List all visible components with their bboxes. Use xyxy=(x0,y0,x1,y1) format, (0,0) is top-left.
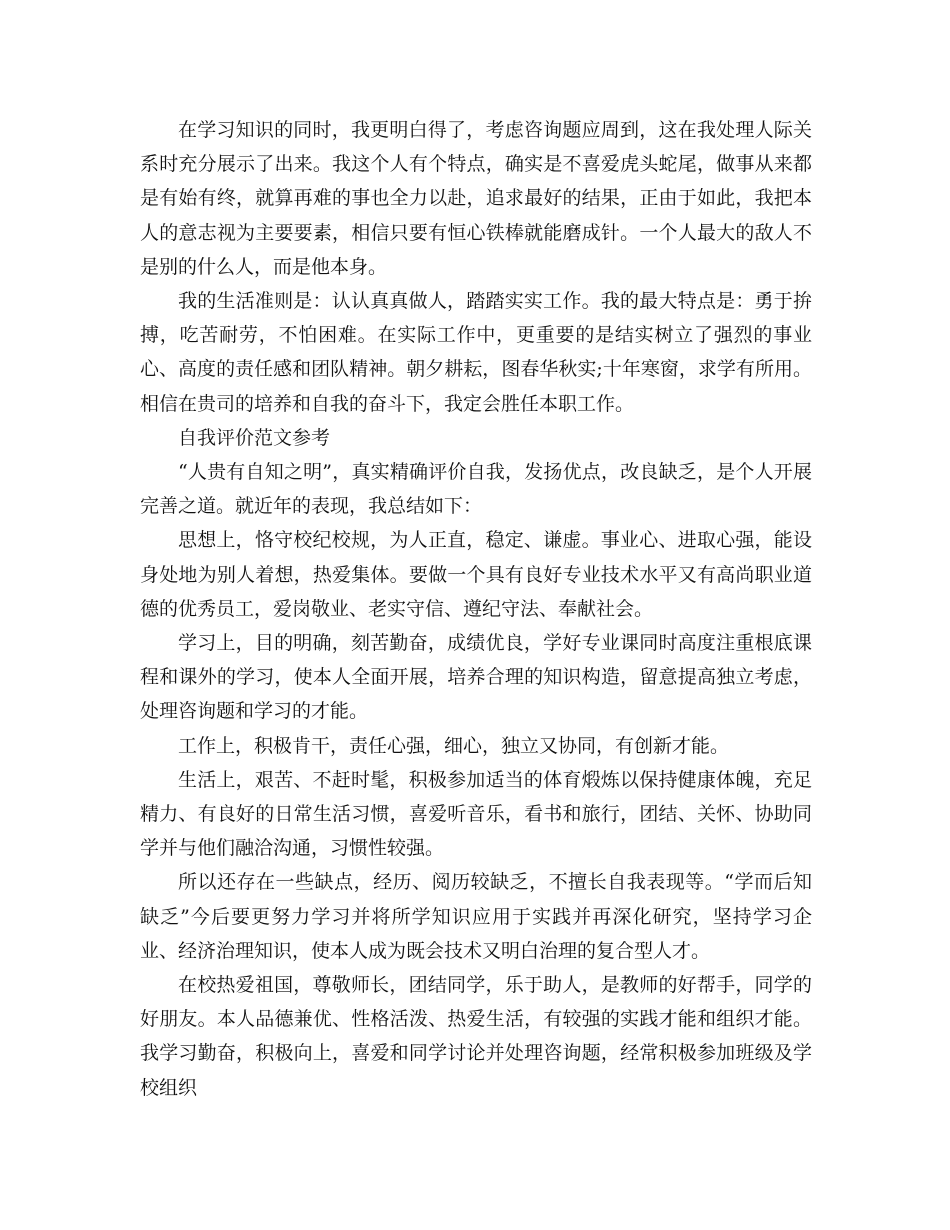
paragraph-life: 生活上，艰苦、不赶时髦，积极参加适当的体育煅炼以保持健康体魄，充足精力、有良好的日常生活习惯，喜爱听音乐，看书和旅行，团结、关怀、协助同学并与他们融洽沟通，习惯性较强。 xyxy=(140,768,812,860)
paragraph-interpersonal: 在学习知识的同时，我更明白得了，考虑咨询题应周到，这在我处理人际关系时充分展示了出来。我这个人有个特点，确实是不喜爱虎头蛇尾，做事从来都是有始有终，就算再难的事也全力以赴，追求最好的结果，正由于如此，我把本人的意志视为主要要素，相信只要有恒心铁棒就能磨成针。一个人最大的敌人不是别的什么人，而是他本身。 xyxy=(140,119,812,278)
paragraph-study: 学习上，目的明确，刻苦勤奋，成绩优良，学好专业课同时高度注重根底课程和课外的学习，使本人全面开展，培养合理的知识构造，留意提高独立考虑，处理咨询题和学习的才能。 xyxy=(140,632,812,723)
paragraph-life-principles: 我的生活准则是：认认真真做人，踏踏实实工作。我的最大特点是：勇于拚搏，吃苦耐劳，不怕困难。在实际工作中，更重要的是结实树立了强烈的事业心、高度的责任感和团队精神。朝夕耕耘，图春华秋实;十年寒窗，求学有所用。相信在贵司的培养和自我的奋斗下，我定会胜任本职工作。 xyxy=(140,290,812,415)
section-heading-self-evaluation: 自我评价范文参考 xyxy=(178,426,331,449)
paragraph-shortcomings: 所以还存在一些缺点，经历、阅历较缺乏，不擅长自我表现等。“学而后知缺乏”今后要更努力学习并将所学知识应用于实践并再深化研究，坚持学习企业、经济治理知识，使本人成为既会技术又明白治理的复合型人才。 xyxy=(140,871,812,962)
document-body xyxy=(140,113,812,1105)
paragraph-school: 在校热爱祖国，尊敬师长，团结同学，乐于助人，是教师的好帮手，同学的好朋友。本人品德兼优、性格活泼、热爱生活，有较强的实践才能和组织才能。我学习勤奋，积极向上，喜爱和同学讨论并处理咨询题，经常积极参加班级及学校组织 xyxy=(140,974,812,1099)
paragraph-self-knowledge: “人贵有自知之明”，真实精确评价自我，发扬优点，改良缺乏，是个人开展完善之道。就近年的表现，我总结如下： xyxy=(140,461,812,518)
paragraph-ideology: 思想上，恪守校纪校规，为人正直，稳定、谦虚。事业心、进取心强，能设身处地为别人着想，热爱集体。要做一个具有良好专业技术水平又有高尚职业道德的优秀员工，爱岗敬业、老实守信、遵纪守法、奉献社会。 xyxy=(140,529,812,620)
paragraph-work: 工作上，积极肯干，责任心强，细心，独立又协同，有创新才能。 xyxy=(178,734,730,757)
